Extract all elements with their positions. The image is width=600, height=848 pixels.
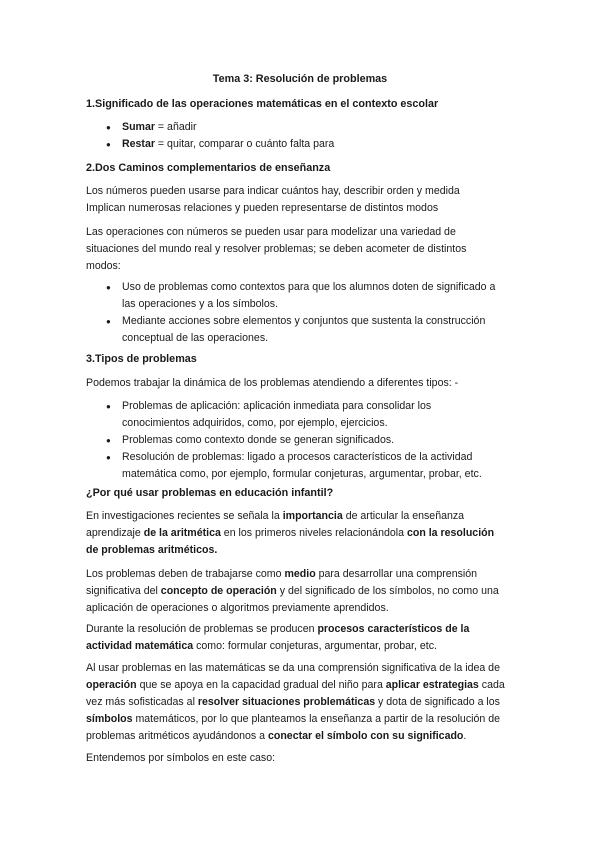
paragraph: Durante la resolución de problemas se producen procesos característicos de la actividad matemática como: formular conjeturas, argumentar, probar, etc. [86,623,470,652]
section-2-heading: 2.Dos Caminos complementarios de enseñanza [86,162,331,174]
list-item: ● Problemas como contexto donde se generan significados. [86,432,526,449]
paragraph: Los números pueden usarse para indicar cuántos hay, describir orden y medida Implican numerosas relaciones y pueden representarse de distintos modos [86,185,460,214]
list-item: ● Problemas de aplicación: aplicación inmediata para consolidar los conocimientos adquiridos, como, por ejemplo, ejercicios. [86,398,526,432]
section-1-heading: 1.Significado de las operaciones matemáticas en el contexto escolar [86,98,439,110]
section-3-heading: 3.Tipos de problemas [86,353,197,365]
list-item: ● Sumar = añadir [86,119,526,136]
section-4-heading: ¿Por qué usar problemas en educación infantil? [86,487,334,499]
list-item: ● Resolución de problemas: ligado a procesos característicos de la actividad matemática como, por ejemplo, formular conjeturas, argumentar, probar, etc. [86,449,526,483]
section-2-list [86,279,526,347]
list-item: ● Mediante acciones sobre elementos y conjuntos que sustenta la construcción conceptual de las operaciones. [86,313,526,347]
paragraph: Las operaciones con números se pueden usar para modelizar una variedad de situaciones del mundo real y resolver problemas; se deben acometer de distintos modos: [86,226,467,272]
page-title: Tema 3: Resolución de problemas [212,73,388,85]
paragraph: Entendemos por símbolos en este caso: [86,752,276,764]
section-1-list [86,119,526,153]
list-item: ● Restar = quitar, comparar o cuánto falta para [86,136,526,153]
paragraph: Al usar problemas en las matemáticas se da una comprensión significativa de la idea de operación que se apoya en la capacidad gradual del niño para aplicar estrategias cada vez más sofisticadas al resolver situaciones problemáticas y dota de significado a los símbolos matemáticos, por lo que planteamos la enseñanza a partir de la resolución de problemas aritméticos ayudándonos a conectar el símbolo con su significado. [86,662,505,742]
list-item: ● Uso de problemas como contextos para que los alumnos doten de significado a las operaciones y a los símbolos. [86,279,526,313]
paragraph: Los problemas deben de trabajarse como medio para desarrollar una comprensión significativa del concepto de operación y del significado de los símbolos, no como una aplicación de operaciones o algoritmos previamente aprendidos. [86,568,499,614]
paragraph: Podemos trabajar la dinámica de los problemas atendiendo a diferentes tipos: - [86,377,459,389]
paragraph: En investigaciones recientes se señala la importancia de articular la enseñanza aprendizaje de la aritmética en los primeros niveles relacionándola con la resolución de problemas aritméticos. [86,510,495,556]
section-3-list [86,398,526,483]
